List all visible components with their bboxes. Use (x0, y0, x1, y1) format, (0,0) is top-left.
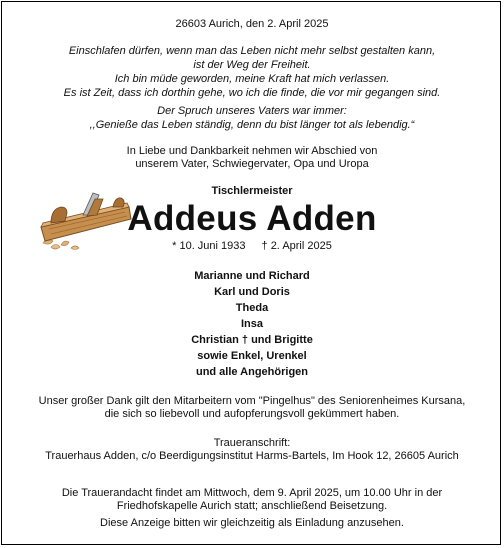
poem-line-2: ist der Weg der Freiheit. (193, 59, 311, 71)
poem-line-1: Einschlafen dürfen, wenn man das Leben nicht mehr selbst gestalten kann, (68, 45, 436, 57)
mourner-7: und alle Angehörigen (195, 366, 309, 378)
life-dates (2, 240, 501, 253)
mourner-5: Christian † und Brigitte (191, 334, 313, 346)
address-line: Trauerhaus Adden, c/o Beerdigungsinstitut Harms-Bartels, Im Hook 12, 26605 Aurich (45, 450, 459, 462)
birth-date: * 10. Juni 1933 (172, 240, 246, 252)
farewell-line-2: unserem Vater, Schwiegervater, Opa und Uropa (135, 158, 369, 170)
death-date: † 2. April 2025 (261, 240, 332, 252)
service-line-1: Die Trauerandacht findet am Mittwoch, dem 9. April 2025, um 10.00 Uhr in der (61, 487, 443, 499)
mourner-1: Marianne und Richard (194, 270, 310, 282)
thanks-line-1: Unser großer Dank gilt den Mitarbeitern vom "Pingelhus" des Seniorenheimes Kursana, (38, 395, 466, 407)
mourner-3: Theda (235, 302, 269, 314)
invitation-note: Diese Anzeige bitten wir gleichzeitig als Einladung anzusehen. (100, 517, 404, 529)
father-quote: ,,Genieße das Leben ständig, denn du bist länger tot als lebendig.“ (89, 119, 415, 131)
quote-intro: Der Spruch unseres Vaters war immer: (157, 105, 347, 117)
farewell-line-1: In Liebe und Dankbarkeit nehmen wir Abschied von (126, 145, 378, 157)
dateline: 26603 Aurich, den 2. April 2025 (175, 18, 329, 30)
deceased-name: Addeus Adden (127, 199, 377, 238)
profession: Tischlermeister (211, 185, 293, 197)
mourner-6: sowie Enkel, Urenkel (197, 350, 307, 362)
mourner-2: Karl und Doris (214, 286, 290, 298)
service-line-2: Friedhofskapelle Aurich statt; anschließend Beisetzung. (116, 500, 388, 512)
address-label: Traueranschrift: (213, 437, 291, 449)
poem-line-4: Es ist Zeit, dass ich dorthin gehe, wo ich die finde, die vor mir gegangen sind. (63, 87, 441, 99)
mourner-4: Insa (240, 318, 263, 330)
poem-line-3: Ich bin müde geworden, meine Kraft hat mich verlassen. (114, 73, 390, 85)
thanks-line-2: die sich so liebevoll und aufopferungsvoll gekümmert haben. (104, 408, 400, 420)
obituary-notice (1, 1, 501, 545)
